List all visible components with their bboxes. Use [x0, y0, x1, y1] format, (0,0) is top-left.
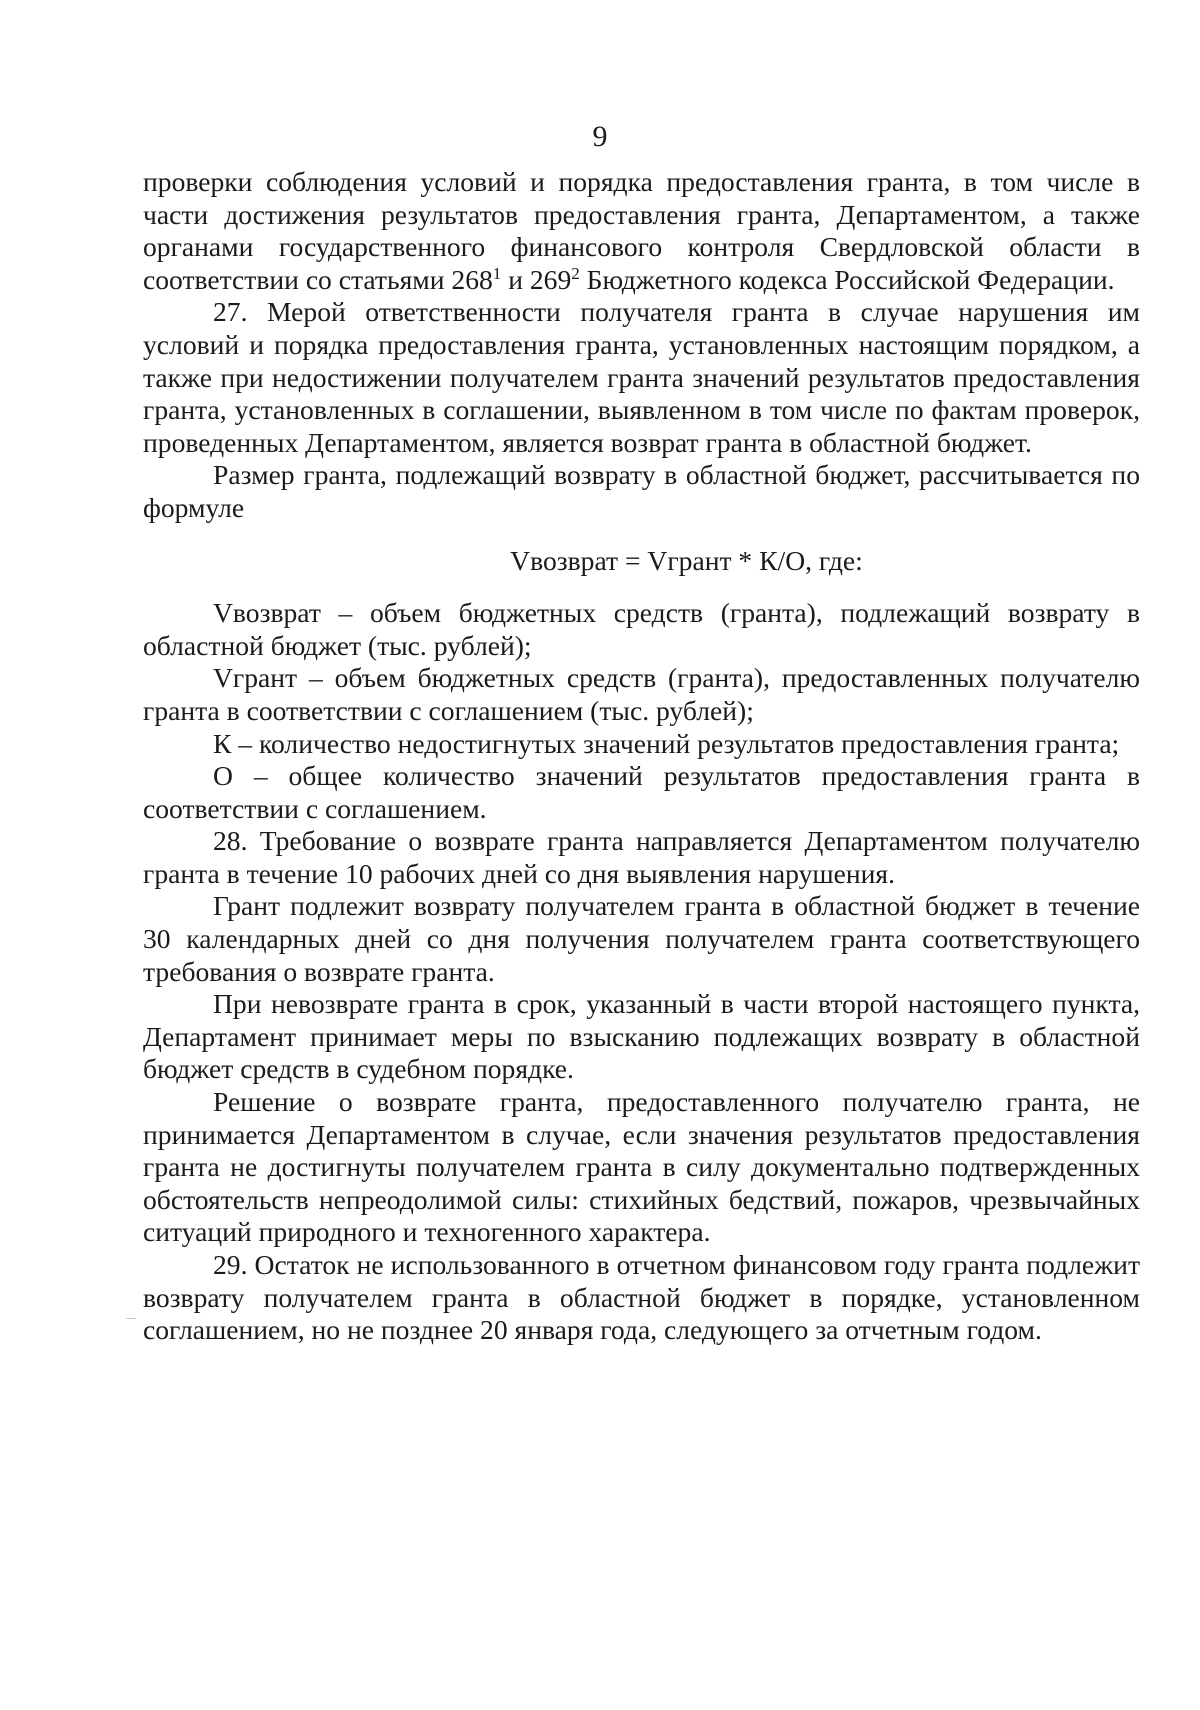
paragraph-28: 28. Требование о возврате гранта направляется Департаментом получателю гранта в течение 10 рабочих дней со дня выявления нарушения. — [143, 825, 1140, 889]
paragraph-26-continuation — [143, 166, 1140, 296]
return-formula: Vвозврат = Vгрант * К/О, где: — [510, 544, 863, 576]
definition-o: О – общее количество значений результатов предоставления гранта в соответствии с соглашением. — [143, 760, 1140, 824]
paragraph-28-court: При невозврате гранта в срок, указанный в части второй настоящего пункта, Департамент принимает меры по взысканию подлежащих возврату в областной бюджет средств в судебном порядке. — [143, 988, 1140, 1085]
page-number: 9 — [592, 120, 608, 153]
scan-artifact-mark — [126, 1318, 136, 1319]
paragraph-26-text: проверки соблюдения условий и порядка предоставления гранта, в том числе в части достижения результатов предоставления гранта, Департаментом, а также органами государственного финансового контроля Свердловской области в соответствии со статьями 268 — [143, 166, 1140, 295]
article-superscript-1: 1 — [492, 263, 502, 283]
article-superscript-2: 2 — [571, 263, 580, 283]
paragraph-27: 27. Мерой ответственности получателя гранта в случае нарушения им условий и порядка предоставления гранта, установленных настоящим порядком, а также при недостижении получателем гранта значений результатов предоставления гранта, установленных в соглашении, выявленном в том числе по фактам проверок, проведенных Департаментом, является возврат гранта в областной бюджет. — [143, 296, 1140, 458]
definition-vreturn: Vвозврат – объем бюджетных средств (гранта), подлежащий возврату в областной бюджет (тыс. рублей); — [143, 597, 1140, 661]
paragraph-28-decision: Решение о возврате гранта, предоставленного получателю гранта, не принимается Департаментом в случае, если значения результатов предоставления гранта не достигнуты получателем гранта в силу документально подтвержденных обстоятельств непреодолимой силы: стихийных бедствий, пожаров, чрезвычайных ситуаций природного и техногенного характера. — [143, 1086, 1140, 1248]
document-body — [143, 166, 1140, 1347]
paragraph-26-text-end: Бюджетного кодекса Российской Федерации. — [579, 263, 1115, 295]
definition-k: К – количество недостигнутых значений результатов предоставления гранта; — [213, 727, 1120, 759]
paragraph-27-size: Размер гранта, подлежащий возврату в областной бюджет, рассчитывается по формуле — [143, 459, 1140, 523]
definition-vgrant: Vгрант – объем бюджетных средств (гранта), предоставленных получателю гранта в соответствии с соглашением (тыс. рублей); — [143, 662, 1140, 726]
paragraph-28-return: Грант подлежит возврату получателем гранта в областной бюджет в течение 30 календарных дней со дня получения получателем гранта соответствующего требования о возврате гранта. — [143, 890, 1140, 987]
paragraph-26-text-mid: и 269 — [501, 263, 572, 295]
paragraph-29: 29. Остаток не использованного в отчетном финансовом году гранта подлежит возврату получателем гранта в областной бюджет в порядке, установленном соглашением, но не позднее 20 января года, следующего за отчетным годом. — [143, 1249, 1140, 1346]
